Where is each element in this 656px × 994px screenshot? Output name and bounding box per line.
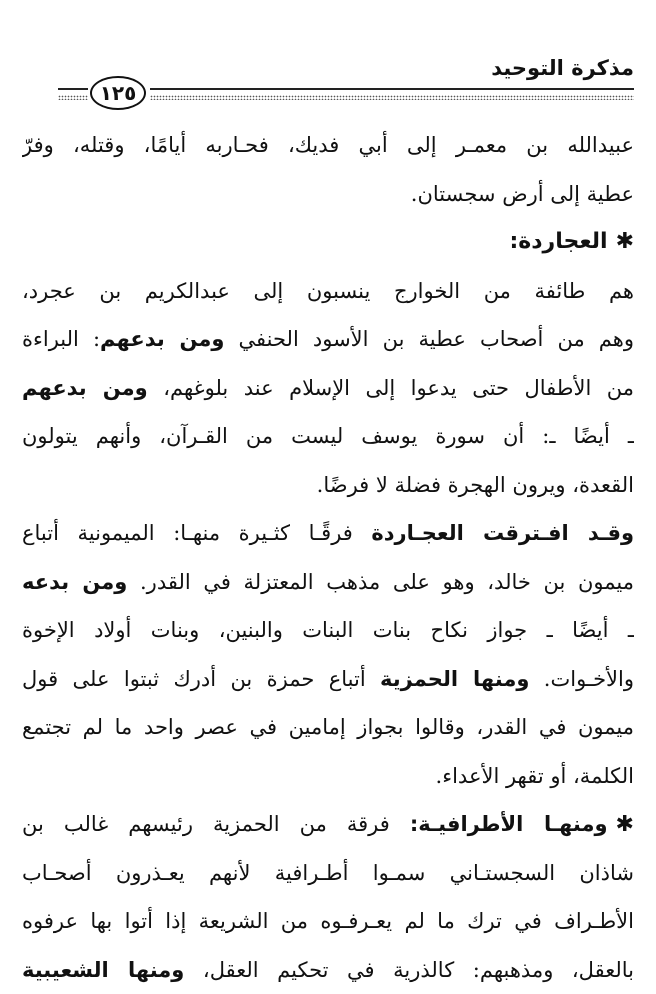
text-line: عبيدالله بن معمـر إلى أبي فديك، فحـاربه أيامًا، وقتله، وفرّ xyxy=(22,121,634,170)
page-header xyxy=(0,0,656,118)
bold-phrase: ومنها الشعيبية xyxy=(22,958,184,982)
text-line: عطية إلى أرض سجستان. xyxy=(22,170,634,219)
header-dotted-rule-left xyxy=(58,95,88,100)
text-line: هم طائفة من الخوارج ينسبون إلى عبدالكريم بن عجرد، xyxy=(22,267,634,316)
asterisk-icon: ✱ xyxy=(616,229,634,254)
bold-phrase: ومن بدعهم xyxy=(22,376,148,400)
text-line: وهم من أصحاب عطية بن الأسود الحنفي ومن بدعهم: البراءة xyxy=(22,315,634,364)
text-line: والأخـوات. ومنها الحمزية أتباع حمزة بن أدرك ثبتوا على قول xyxy=(22,655,634,704)
book-title: مذكرة التوحيد xyxy=(491,56,634,80)
page-number: ١٢٥ xyxy=(90,76,146,110)
bold-phrase: ومنهـا الأطرافيـة: xyxy=(410,812,608,836)
text-line: القعدة، ويرون الهجرة فضلة لا فرضًا. xyxy=(22,461,634,510)
body-text xyxy=(22,121,634,994)
header-rule xyxy=(150,88,634,90)
section-heading-ajarida: ✱العجاردة: xyxy=(22,218,634,267)
text-line: ميمون في القدر، وقالوا بجواز إمامين في عصر واحد ما لم تجتمع xyxy=(22,703,634,752)
text-line: الكلمة، أو تقهر الأعداء. xyxy=(22,752,634,801)
text-line: ميمون بن خالد، وهو على مذهب المعتزلة في القدر. ومن بدعه xyxy=(22,558,634,607)
text-line: من الأطفال حتى يدعوا إلى الإسلام عند بلوغهم، ومن بدعهم xyxy=(22,364,634,413)
text-line: ـ أيضًا ـ جواز نكاح بنات البنات والبنين، وبنات أولاد الإخوة xyxy=(22,606,634,655)
bold-phrase: وقـد افـترقت العجـاردة xyxy=(371,521,634,545)
header-rule-left xyxy=(58,88,88,90)
bold-phrase: ومنها الحمزية xyxy=(380,667,529,691)
bold-phrase: ومن بدعه xyxy=(22,570,127,594)
text-line: الأطـراف في ترك ما لم يعـرفـوه من الشريعة إذا أتوا بها عرفوه xyxy=(22,897,634,946)
text-line: ✱ومنهـا الأطرافيـة: فرقة من الحمزية رئيسهم غالب بن xyxy=(22,800,634,849)
text-line: شاذان السجستـاني سمـوا أطـرافية لأنهم يعـذرون أصحـاب xyxy=(22,849,634,898)
text-line: ـ أيضًا ـ: أن سورة يوسف ليست من القـرآن، وأنهم يتولون xyxy=(22,412,634,461)
bold-phrase: ومن بدعهم xyxy=(100,327,224,351)
asterisk-icon: ✱ xyxy=(616,812,634,837)
header-dotted-rule xyxy=(150,95,634,100)
text-line: وقـد افـترقت العجـاردة فرقًـا كثـيرة منهـا: الميمونية أتباع xyxy=(22,509,634,558)
text-line: بالعقل، ومذهبهم: كالذرية في تحكيم العقل، ومنها الشعيبية xyxy=(22,946,634,994)
